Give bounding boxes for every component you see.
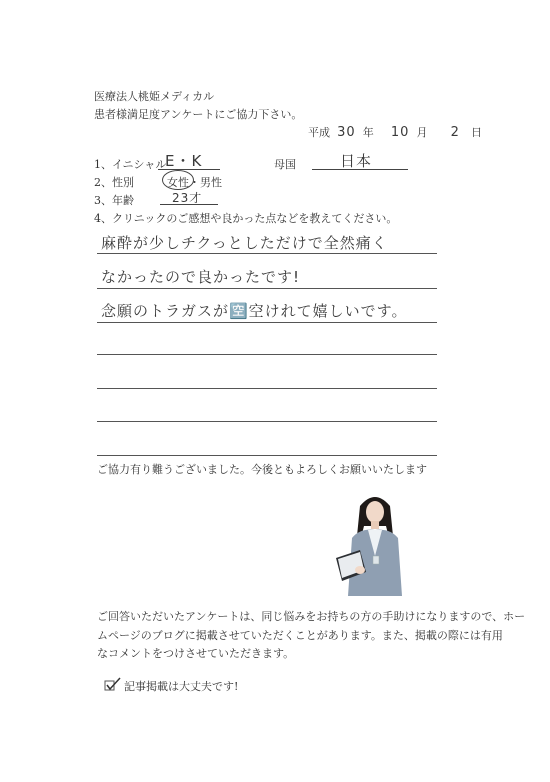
q3-label: 3、年齢	[94, 194, 134, 207]
ruled-line	[97, 388, 437, 389]
ruled-line	[97, 288, 437, 289]
date-year-unit: 年	[362, 126, 374, 139]
date-row	[308, 121, 482, 140]
date-month: 10	[390, 125, 410, 140]
ruled-line	[97, 322, 437, 323]
comment-line: なかったので良かったです!	[101, 268, 301, 286]
gender-female-option: 女性	[167, 176, 189, 189]
comment-line: 念願のトラガスが🈳空けれて嬉しいです。	[101, 302, 408, 320]
notice-line: ムページのブログに掲載させていただくことがあります。また、掲載の際には有用	[97, 629, 503, 642]
notice-line: ご回答いただいたアンケートは、同じ悩みをお持ちの方の手助けになりますので、ホー	[97, 610, 526, 623]
date-day-unit: 日	[470, 126, 482, 139]
clinic-name: 医療法人桃姫メディカル	[94, 90, 215, 103]
date-era: 平成	[308, 126, 330, 139]
thanks-message: ご協力有り難うございました。今後ともよろしくお願いいたします	[97, 463, 427, 476]
staff-photo	[330, 486, 420, 596]
country-label: 母国	[274, 158, 296, 171]
ruled-line	[97, 455, 437, 456]
ruled-line	[97, 253, 437, 254]
gender-male-option: 男性	[200, 176, 222, 189]
gender-options: 女性・男性	[167, 176, 222, 189]
q3-answer: 23才	[172, 191, 203, 205]
date-month-unit: 月	[416, 126, 428, 139]
consent-text: 記事掲載は大丈夫です!	[124, 680, 239, 693]
q1-answer: E・K	[165, 152, 203, 170]
country-answer: 日本	[340, 152, 373, 170]
notice-line: なコメントをつけさせていただきます。	[97, 647, 295, 660]
date-day: 2	[450, 125, 460, 140]
survey-request: 患者様満足度アンケートにご協力下さい。	[94, 108, 303, 121]
q4-label: 4、クリニックのご感想や良かった点などを教えてください。	[94, 212, 398, 225]
ruled-line	[97, 354, 437, 355]
female-selected-circle	[162, 170, 194, 190]
comment-line: 麻酔が少しチクっとしただけで全然痛く	[101, 234, 388, 252]
check-mark-icon	[104, 677, 122, 691]
ruled-line	[97, 421, 437, 422]
q1-label: 1、イニシャル	[94, 158, 167, 171]
date-year: 30	[337, 125, 356, 140]
q2-label: 2、性別	[94, 176, 134, 189]
